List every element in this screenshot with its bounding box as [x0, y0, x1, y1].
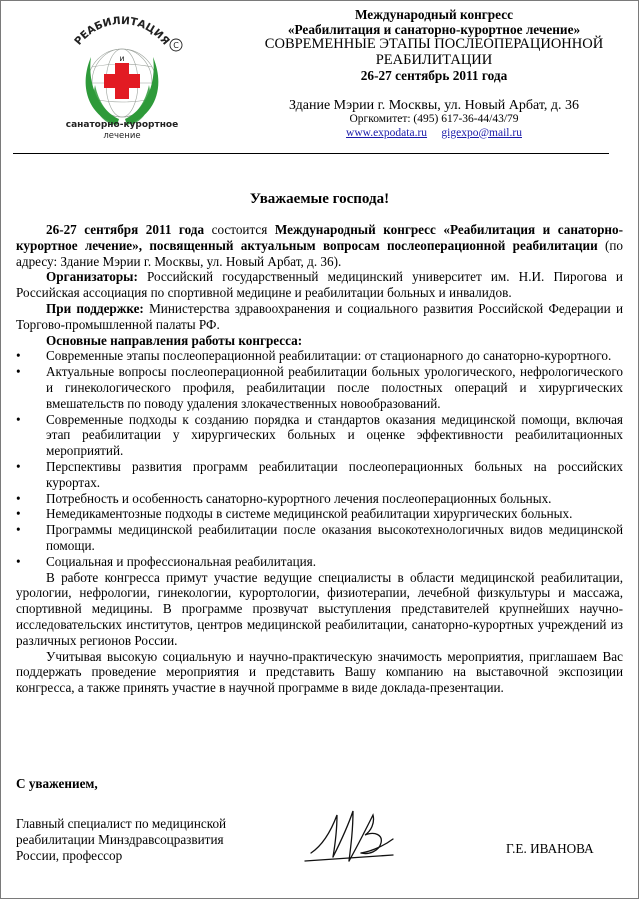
- congress-logo: [57, 15, 187, 143]
- list-item: [16, 459, 623, 491]
- event-title: Международный конгресс «Реабилитация и санаторно-курортное лечение», посвященный актуальным вопросам послеоперационной реабилитации: [16, 222, 623, 253]
- header-line-4: РЕАБИЛИТАЦИИ: [375, 51, 493, 68]
- regards: С уважением,: [16, 776, 98, 791]
- bullet-icon: •: [16, 553, 21, 569]
- bullet-icon: •: [16, 522, 21, 538]
- contacts: [241, 113, 627, 140]
- email-link[interactable]: gigexpo@mail.ru: [441, 126, 522, 139]
- list-item-text: Немедикаментозные подходы в системе медицинской реабилитации хирургических больных.: [46, 506, 573, 522]
- list-item: [16, 522, 623, 554]
- support-paragraph: [16, 301, 623, 333]
- organizers-text: Российский государственный медицинский университет им. Н.И. Пирогова и Российская ассоциация по спортивной медицине и реабилитации больных и инвалидов.: [16, 269, 623, 301]
- signatory-title: Главный специалист по медицинской реабилитации Минздравсоцразвития России, профессор: [16, 816, 227, 863]
- header-dates: 26-27 сентябрь 2011 года: [360, 67, 508, 83]
- red-cross-icon: [104, 63, 140, 99]
- support-label: При поддержке:: [46, 300, 144, 316]
- list-item: [16, 364, 623, 411]
- list-item-text: Программы медицинской реабилитации после оказания высокотехнологичных видов медицинской помощи.: [46, 522, 623, 553]
- svg-text:РЕАБИЛИТАЦИЯ: [72, 15, 171, 48]
- letterhead: [241, 7, 627, 83]
- handwritten-signature: [301, 801, 421, 873]
- list-item-text: Современные подходы к созданию порядка и стандартов оказания медицинской помощи, включая этап реабилитации у хирургических больных и оценке эффективности реабилитационных мероприятий.: [46, 411, 623, 459]
- logo-and-text: и: [119, 54, 125, 63]
- logo-bottom-text-2: лечение: [103, 131, 141, 141]
- list-item: [16, 348, 623, 364]
- venue-address: Здание Мэрии г. Москвы, ул. Новый Арбат, д. 36: [288, 98, 580, 113]
- list-item-text: Потребность и особенность санаторно-курортного лечения послеоперационных больных.: [46, 490, 552, 506]
- header-line-2: «Реабилитация и санаторно-курортное лечение»: [287, 22, 581, 38]
- list-item-text: Актуальные вопросы послеоперационной реабилитации больных урологического, нефрологического и гинекологического профиля, реабилитации после полостных операций и хирургических вмешательств по поводу удаления злокачественных новообразований.: [46, 364, 623, 411]
- bullet-icon: •: [16, 348, 21, 364]
- participants-paragraph: В работе конгресса примут участие ведущие специалисты в области медицинской реабилитации, урологии, нефрологии, гинекологии, курортологии, физиотерапии, лечебной физкультуры и массажа, спортивной медицины. В программе прозвучат выступления представителей крупнейших научно-исследовательских институтов, центров медицинской реабилитации, санаторно-курортных учреждений из различных регионов России.: [16, 569, 623, 648]
- support-text: Министерства здравоохранения и социального развития Российской Федерации и Торгово-промышленной палаты РФ.: [16, 300, 624, 332]
- header-line-3: СОВРЕМЕННЫЕ ЭТАПЫ ПОСЛЕОПЕРАЦИОННОЙ: [264, 36, 604, 53]
- directions-heading: Основные направления работы конгресса:: [46, 332, 303, 348]
- orgcommittee-phone: Оргкомитет: (495) 617-36-44/43/79: [349, 113, 519, 125]
- list-item-text: Современные этапы послеоперационной реабилитации: от стационарного до санаторно-курортного.: [46, 348, 612, 364]
- directions-list: [16, 348, 623, 569]
- greeting: Уважаемые господа!: [249, 191, 390, 207]
- letter-body: [16, 222, 623, 696]
- list-item-text: Перспективы развития программ реабилитации послеоперационных больных на российских курортах.: [46, 458, 623, 490]
- list-item: [16, 491, 623, 507]
- header-divider: [13, 153, 609, 154]
- event-date: 26-27 сентября 2011 года: [46, 222, 205, 237]
- bullet-icon: •: [16, 490, 21, 506]
- bullet-icon: •: [16, 506, 21, 522]
- header-line-1: Международный конгресс: [354, 7, 514, 22]
- logo-copyright: С: [173, 41, 179, 50]
- intro-text-2: (по адресу: Здание Мэрии г. Москвы, ул. Новый Арбат, д. 36).: [16, 237, 624, 269]
- logo-bottom-text-1: санаторно-курортное: [65, 120, 179, 130]
- bullet-icon: •: [16, 411, 21, 427]
- invitation-paragraph: Учитывая высокую социальную и научно-практическую значимость мероприятия, приглашаем Вас поддержать проведение мероприятия и представить Вашу компанию на выставочной экспозиции конгресса, а также принять участие в научной программе в виде доклада-презентации.: [16, 648, 623, 696]
- list-item: [16, 412, 623, 459]
- intro-paragraph: [16, 222, 623, 269]
- bullet-icon: •: [16, 364, 21, 380]
- list-item: [16, 506, 623, 522]
- organizers-label: Организаторы:: [46, 269, 138, 285]
- website-link[interactable]: www.expodata.ru: [346, 126, 428, 139]
- organizers-paragraph: [16, 269, 623, 301]
- intro-text-1: состоится: [204, 222, 275, 237]
- logo-top-text: РЕАБИЛИТАЦИЯ: [72, 15, 172, 48]
- list-item-text: Социальная и профессиональная реабилитация.: [46, 553, 317, 569]
- signatory-name: Г.Е. ИВАНОВА: [506, 841, 594, 856]
- list-item: [16, 554, 623, 570]
- bullet-icon: •: [16, 458, 21, 474]
